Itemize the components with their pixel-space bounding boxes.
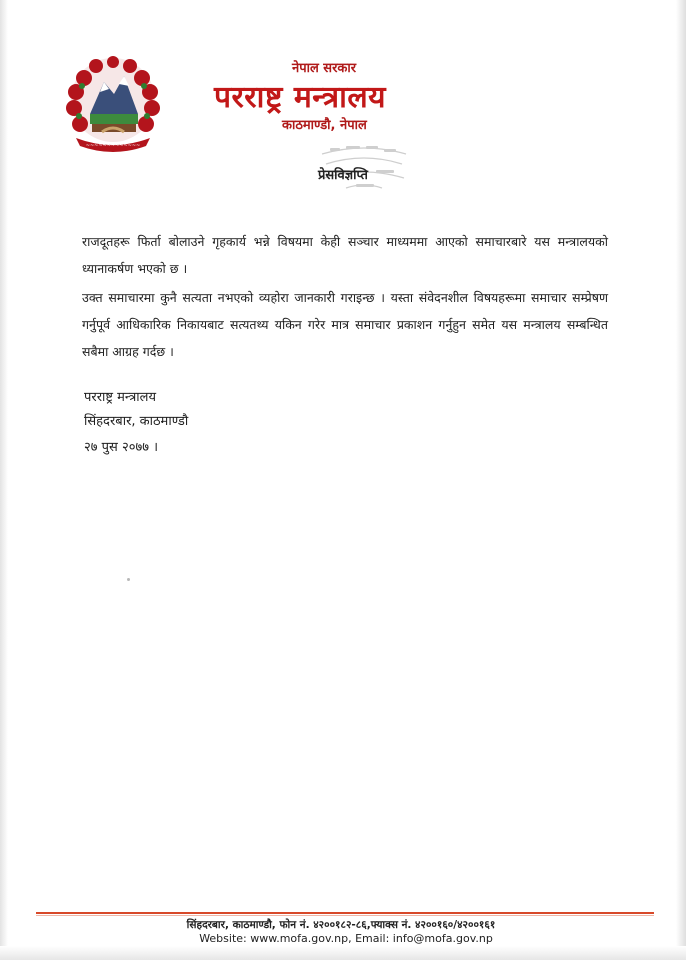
signature-address: सिंहदरबार, काठमाण्डौ — [84, 414, 189, 429]
document-title: प्रेसविज्ञप्ति — [318, 168, 368, 183]
footer-divider-light — [36, 915, 654, 916]
signature-date: २७ पुस २०७७ । — [84, 440, 159, 455]
page-shadow-right — [676, 0, 686, 960]
body-paragraph: राजदूतहरू फिर्ता बोलाउने गृहकार्य भन्ने विषयमा केही सञ्चार माध्यममा आएको समाचारबारे यस मन्त्रालयको ध्यानाकर्षण भएको छ । — [82, 234, 608, 276]
footer-web-email: Website: www.mofa.gov.np, Email: info@mofa.gov.np — [199, 932, 493, 945]
speck — [127, 578, 130, 581]
footer-divider — [36, 912, 654, 914]
body-paragraph: उक्त समाचारमा कुनै सत्यता नभएको व्यहोरा जानकारी गराइन्छ । यस्ता संवेदनशील विषयहरूमा समाचार सम्प्रेषण गर्नुपूर्व आधिकारिक निकायबाट सत्यतथ्य यकिन गरेर मात्र समाचार प्रकाशन गर्नुहुन समेत यस मन्त्रालय सम्बन्धित सबैमा आग्रह गर्दछ । — [82, 290, 608, 359]
page-shadow-bottom — [0, 946, 686, 960]
ministry-title: परराष्ट्र मन्त्रालय — [214, 80, 387, 115]
footer-contact: सिंहदरबार, काठमाण्डौ, फोन नं. ४२००१८२-८६,फ्याक्स नं. ४२००१६०/४२००१६१ — [186, 919, 496, 931]
page-shadow-left — [0, 0, 8, 960]
ministry-location: काठमाण्डौ, नेपाल — [282, 118, 367, 133]
nepal-emblem-icon — [62, 52, 164, 154]
government-heading: नेपाल सरकार — [292, 61, 357, 76]
signature-office: परराष्ट्र मन्त्रालय — [84, 390, 157, 405]
svg-text:~~~~~~~~~~~~~: ~~~~~~~~~~~~~ — [85, 143, 141, 149]
